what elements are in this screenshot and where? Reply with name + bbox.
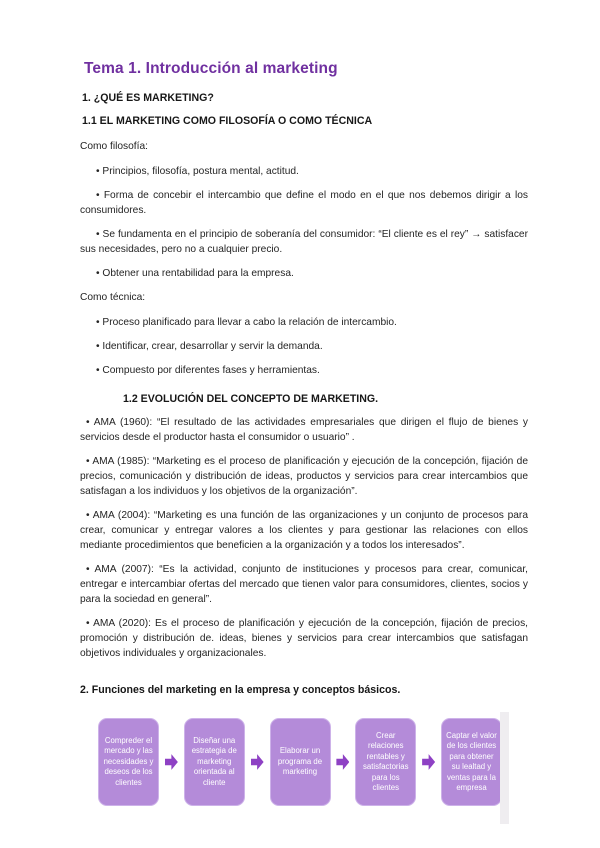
right-arrow-icon xyxy=(251,754,264,771)
tecnica-bullet: • Proceso planificado para llevar a cabo la relación de intercambio. xyxy=(96,317,397,328)
ama-definition: • AMA (1960): “El resultado de las actividades empresariales que dirigen el flujo de bienes y servicios desde el productor hasta el consumidor o usuario” . xyxy=(80,417,528,443)
flow-step-3: Elaborar un programa de marketing xyxy=(270,718,331,806)
filosofia-bullet: • Obtener una rentabilidad para la empresa. xyxy=(96,268,294,279)
flow-step-5: Captar el valor de los clientes para obtener su lealtad y ventas para la empresa xyxy=(441,718,502,806)
filosofia-bullet: • Principios, filosofía, postura mental, actitud. xyxy=(96,166,299,177)
heading-1-2: 1.2 EVOLUCIÓN DEL CONCEPTO DE MARKETING. xyxy=(123,393,379,405)
heading-1-1: 1.1 EL MARKETING COMO FILOSOFÍA O COMO TÉCNICA xyxy=(82,115,373,127)
ama-definition: • AMA (2020): Es el proceso de planificación y ejecución de la concepción, fijación de precios, promoción y distribución de. ideas, bienes y servicios para crear intercambios que satisfagan objetivos individuales y organizacionales. xyxy=(80,618,528,659)
ama-definition: • AMA (2004): “Marketing es una función de las organizaciones y un conjunto de procesos para crear, comunicar y entregar valores a los clientes y para gestionar las relaciones con ellos mediante procedimientos que beneficien a la organización y a todos los interesados”. xyxy=(80,510,528,551)
flow-step-1: Compreder el mercado y las necesidades y deseos de los clientes xyxy=(98,718,159,806)
right-arrow-icon xyxy=(165,754,178,771)
heading-1: 1. ¿QUÉ ES MARKETING? xyxy=(82,92,214,104)
filosofia-label: Como filosofía: xyxy=(80,141,148,152)
page-title: Tema 1. Introducción al marketing xyxy=(84,60,338,77)
marketing-process-diagram xyxy=(80,712,528,832)
filosofia-bullet: • Se fundamenta en el principio de soberanía del consumidor: “El cliente es el rey” → satisfacer sus necesidades, pero no a cualquier precio. xyxy=(80,229,528,255)
flow-row xyxy=(98,712,502,806)
flow-step-2: Diseñar una estrategia de marketing orientada al cliente xyxy=(184,718,245,806)
filosofia-bullet: • Forma de concebir el intercambio que define el modo en el que nos debemos dirigir a los consumidores. xyxy=(80,190,528,216)
right-arrow-icon xyxy=(336,754,349,771)
pasted-image-edge xyxy=(500,712,509,824)
tecnica-label: Como técnica: xyxy=(80,292,146,303)
page-content xyxy=(80,60,528,832)
ama-definition: • AMA (2007): “Es la actividad, conjunto de instituciones y procesos para crear, comunicar, entregar e intercambiar ofertas del mercado que tienen valor para consumidores, clientes, socios y para la sociedad en general”. xyxy=(80,564,528,605)
heading-2: 2. Funciones del marketing en la empresa y conceptos básicos. xyxy=(80,684,401,696)
right-arrow-icon xyxy=(422,754,435,771)
flow-step-4: Crear relaciones rentables y satisfactorias para los clientes xyxy=(355,718,416,806)
tecnica-bullet: • Compuesto por diferentes fases y herramientas. xyxy=(96,365,320,376)
ama-definition: • AMA (1985): “Marketing es el proceso de planificación y ejecución de la concepción, fijación de precios, comunicación y distribución de ideas, productos y servicios para crear intercambios que satisfagan a los individuos y los objetivos de la organización”. xyxy=(80,456,528,497)
tecnica-bullet: • Identificar, crear, desarrollar y servir la demanda. xyxy=(96,341,323,352)
